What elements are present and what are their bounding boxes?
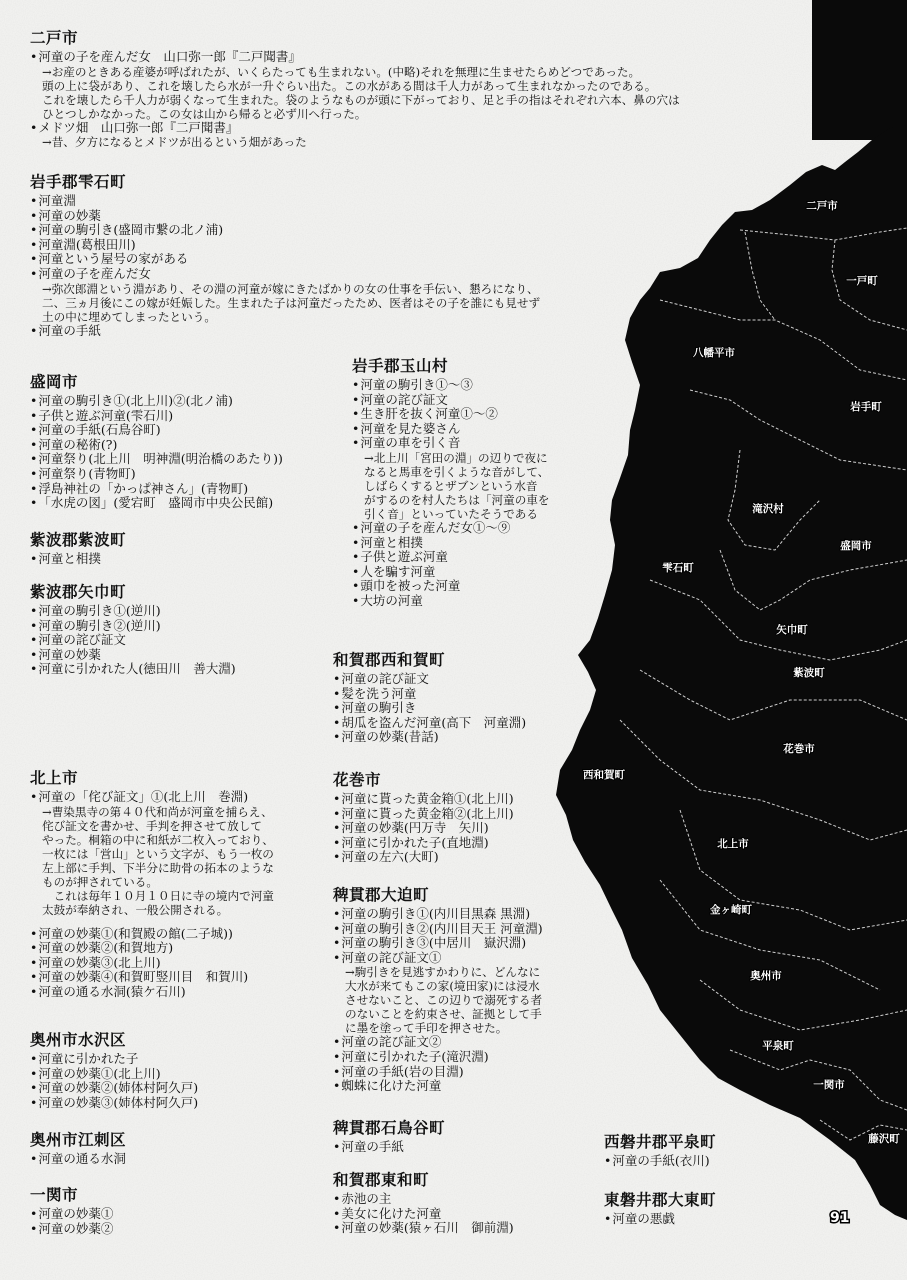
region-title: 岩手郡玉山村: [352, 357, 449, 375]
legend-item: • 河童の駒引き(盛岡市繋の北ノ浦): [30, 223, 540, 238]
legend-item: • 河童の手紙(岩の目淵): [333, 1065, 543, 1080]
legend-item: • 河童の秘術(?): [30, 438, 283, 453]
legend-list: [333, 1140, 445, 1155]
legend-item: • 河童の駒引き①～③: [352, 378, 550, 393]
legend-item: • 浮島神社の「かっぱ神さん」(青物町): [30, 482, 283, 497]
legend-item: • 河童の詫び証文: [333, 672, 526, 687]
note-line: なると馬車を引くような音がして、: [364, 464, 550, 479]
legend-item: • 河童の妙薬②(姉体村阿久戸): [30, 1081, 198, 1096]
region-title: 稗貫郡大迫町: [333, 886, 430, 904]
legend-list: [30, 552, 126, 567]
map-label: 西和賀町: [583, 769, 625, 781]
legend-list: [604, 1212, 716, 1227]
region-section: [30, 530, 126, 567]
legend-item: • 河童の妙薬(昔話): [333, 730, 526, 745]
region-section: [333, 1170, 514, 1236]
legend-item: • 河童に引かれた子: [30, 1052, 198, 1067]
legend-list: [30, 790, 274, 1000]
region-title: 和賀郡西和賀町: [333, 651, 446, 669]
region-section: [333, 650, 526, 745]
legend-note: [42, 65, 680, 121]
legend-list: [30, 194, 540, 338]
note-line: 頭の上に袋があり、これを壊したら水が一升ぐらい出た。この水がある間は千人力があって生まれなかったのである。: [42, 78, 657, 93]
region-section: [333, 885, 543, 1094]
legend-item: • 河童の妙薬④(和賀町竪川目 和賀川): [30, 970, 274, 985]
legend-item: • 河童の子を産んだ女①～⑨: [352, 521, 550, 536]
legend-item: • 河童の駒引き②(逆川): [30, 619, 236, 634]
region-title: 盛岡市: [30, 373, 79, 391]
legend-item: • 河童の車を引く音: [352, 436, 550, 451]
legend-item: • 河童の手紙: [30, 324, 540, 339]
legend-list: [30, 1152, 126, 1167]
legend-list: [352, 378, 550, 609]
region-title: 紫波郡紫波町: [30, 531, 127, 549]
legend-note: [42, 135, 680, 149]
legend-item: • 河童に引かれた子(直地淵): [333, 836, 514, 851]
legend-item: • 大坊の河童: [352, 594, 550, 609]
legend-item: • 河童の左六(大町): [333, 850, 514, 865]
note-line: 引く音」といっていたそうである: [364, 506, 538, 521]
note-line: がするのを村人たちは「河童の車を: [364, 492, 550, 507]
map-label: 一戸町: [846, 275, 878, 287]
legend-item: • 河童の妙薬③(姉体村阿久戸): [30, 1096, 198, 1111]
legend-item: • 河童の手紙: [333, 1140, 445, 1155]
legend-item: • 河童の妙薬②: [30, 1222, 113, 1237]
legend-item: • 河童の妙薬(猿ヶ石川 御前淵): [333, 1221, 514, 1236]
legend-item: • 頭巾を被った河童: [352, 579, 550, 594]
legend-item: • 「水虎の図」(愛宕町 盛岡市中央公民館): [30, 496, 283, 511]
legend-list: [30, 1207, 113, 1236]
legend-item: • 河童の悪戯: [604, 1212, 716, 1227]
legend-list: [30, 604, 236, 677]
legend-list: [333, 1192, 514, 1236]
note-line: ものが押されている。: [42, 874, 158, 889]
legend-list: [30, 1052, 198, 1110]
map-label: 紫波町: [793, 667, 825, 679]
map-label: 八幡平市: [693, 347, 735, 359]
legend-item: • 河童の「侘び証文」①(北上川 巻淵): [30, 790, 274, 805]
legend-item: • 河童の妙薬②(和賀地方): [30, 941, 274, 956]
legend-item: • 河童の詫び証文: [30, 633, 236, 648]
map-label: 平泉町: [762, 1040, 794, 1052]
note-line: に墨を塗って手印を押させた。: [345, 1021, 508, 1036]
region-section: [604, 1190, 716, 1227]
legend-item: • 河童の子を産んだ女 山口弥一郎『二戸聞書』: [30, 50, 680, 65]
region-title: 二戸市: [30, 29, 79, 47]
region-section: [333, 1118, 445, 1155]
legend-list: [30, 50, 680, 149]
legend-item: • 河童の詫び証文①: [333, 951, 543, 966]
region-title: 和賀郡東和町: [333, 1171, 430, 1189]
legend-item: • 河童の駒引き①(北上川)②(北ノ浦): [30, 394, 283, 409]
note-line: →北上川「宮田の淵」の辺りで夜に: [364, 450, 548, 465]
legend-item: • 河童の妙薬①: [30, 1207, 113, 1222]
region-section: [30, 28, 680, 149]
legend-item: • 河童の手紙(衣川): [604, 1154, 716, 1169]
legend-item: • 河童に貰った黄金箱①(北上川): [333, 792, 514, 807]
map-label: 二戸市: [806, 200, 838, 212]
legend-item: • 河童に引かれた子(滝沢淵): [333, 1050, 543, 1065]
note-line: 左上部に手判、下半分に助骨の拓本のような: [42, 860, 274, 875]
legend-item: • 河童と相撲: [30, 552, 126, 567]
legend-item: • 河童の駒引き①(逆川): [30, 604, 236, 619]
region-section: [30, 372, 283, 511]
note-line: →弥次郎淵という淵があり、その淵の河童が嫁にきたばかりの女の仕事を手伝い、懇ろになり、: [42, 281, 539, 296]
region-title: 紫波郡矢巾町: [30, 583, 127, 601]
page-number: 91: [830, 1210, 850, 1226]
note-line: させないこと、この辺りで溺死する者: [345, 993, 543, 1008]
region-section: [30, 1030, 198, 1110]
map-label: 岩手町: [850, 401, 882, 413]
legend-list: [30, 394, 283, 511]
note-line: →お産のときある産婆が呼ばれたが、いくらたっても生まれない。(中略)それを無理に生ませたらめどつであった。: [42, 64, 641, 79]
legend-item: • 胡瓜を盗んだ河童(高下 河童淵): [333, 716, 526, 731]
legend-item: • 髪を洗う河童: [333, 687, 526, 702]
note-line: やった。桐箱の中に和紙が二枚入っており、: [42, 832, 274, 847]
map-label: 花巻市: [783, 743, 815, 755]
region-section: [333, 770, 514, 865]
legend-list: [333, 792, 514, 865]
legend-item: • 河童の駒引き: [333, 701, 526, 716]
legend-item: • 河童に貰った黄金箱②(北上川): [333, 807, 514, 822]
region-section: [352, 356, 550, 609]
legend-item: • 河童の妙薬(円万寺 矢川): [333, 821, 514, 836]
legend-list: [604, 1154, 716, 1169]
legend-note: [42, 805, 274, 917]
region-title: 花巻市: [333, 771, 382, 789]
legend-item: • 河童の通る水洞: [30, 1152, 126, 1167]
note-line: ひとつしかなかった。この女は山から帰ると必ず川へ行った。: [42, 106, 367, 121]
legend-item: • 河童の妙薬③(北上川): [30, 956, 274, 971]
legend-list: [333, 907, 543, 1094]
map-label: 滝沢村: [752, 503, 784, 515]
legend-item: • 河童淵(葛根田川): [30, 238, 540, 253]
legend-item: • 子供と遊ぶ河童: [352, 550, 550, 565]
legend-item: • 河童の妙薬①(北上川): [30, 1067, 198, 1082]
legend-item: • 河童の詫び証文: [352, 393, 550, 408]
legend-item: • 美女に化けた河童: [333, 1207, 514, 1222]
legend-item: • 河童という屋号の家がある: [30, 252, 540, 267]
region-section: [30, 582, 236, 677]
note-line: →昔、夕方になるとメドツが出るという畑があった: [42, 135, 307, 150]
region-section: [30, 172, 540, 338]
legend-item: • 河童の子を産んだ女: [30, 267, 540, 282]
legend-item: • 河童に引かれた人(徳田川 善大淵): [30, 662, 236, 677]
note-line: 一枚には「営山」という文字が、もう一枚の: [42, 846, 274, 861]
legend-item: • 河童の駒引き②(内川目天王 河童淵): [333, 922, 543, 937]
region-title: 北上市: [30, 769, 79, 787]
legend-note: [345, 965, 543, 1035]
note-line: しばらくするとザブンという水音: [364, 478, 538, 493]
map-label: 矢巾町: [776, 624, 808, 636]
note-line: これを壊したら千人力が弱くなって生まれた。袋のようなものが頭に下がっており、足と手の指はそれぞれ六本、鼻の穴は: [42, 92, 680, 107]
region-section: [30, 768, 274, 1000]
legend-item: • 河童淵: [30, 194, 540, 209]
region-section: [30, 1185, 113, 1236]
region-title: 岩手郡雫石町: [30, 173, 127, 191]
map-label: 盛岡市: [840, 540, 872, 552]
map-label: 奥州市: [750, 970, 782, 982]
region-title: 奥州市水沢区: [30, 1031, 127, 1049]
legend-item: • 河童の妙薬: [30, 209, 540, 224]
note-line: 太鼓が奉納され、一般公開される。: [42, 902, 229, 917]
map-label: 一関市: [813, 1079, 845, 1091]
map-top-band: [812, 0, 907, 140]
note-line: 大水が来てもこの家(境田家)には浸水: [345, 979, 540, 994]
legend-note: [364, 451, 550, 521]
region-title: 稗貫郡石鳥谷町: [333, 1119, 446, 1137]
map-label: 雫石町: [662, 562, 694, 574]
region-title: 一関市: [30, 1186, 79, 1204]
map-label: 北上市: [717, 838, 749, 850]
note-line: 侘び証文を書かせ、手判を押させて放して: [42, 818, 262, 833]
note-line: →駒引きを見逃すかわりに、どんなに: [345, 965, 541, 980]
legend-item: • メドツ畑 山口弥一郎『二戸聞書』: [30, 121, 680, 136]
map-label: 藤沢町: [868, 1133, 900, 1145]
map-landmass: [556, 125, 907, 1220]
legend-item: • 河童の妙薬: [30, 648, 236, 663]
legend-item: • 河童の妙薬①(和賀殿の館(二子城)): [30, 927, 274, 942]
legend-item: • 河童を見た婆さん: [352, 422, 550, 437]
note-line: これは毎年１０月１０日に寺の境内で河童: [42, 888, 274, 903]
legend-item: • 河童の駒引き①(内川目黒森 黒淵): [333, 907, 543, 922]
legend-item: • 蜘蛛に化けた河童: [333, 1079, 543, 1094]
legend-item: • 河童の駒引き③(中居川 嶽沢淵): [333, 936, 543, 951]
legend-item: • 人を騙す河童: [352, 565, 550, 580]
legend-note: [42, 282, 540, 324]
region-title: 西磐井郡平泉町: [604, 1133, 717, 1151]
legend-item: • 河童と相撲: [352, 536, 550, 551]
region-section: [30, 1130, 126, 1167]
legend-list: [333, 672, 526, 745]
note-line: →曹染黒寺の第４０代和尚が河童を捕らえ、: [42, 804, 273, 819]
map-label: 金ヶ崎町: [710, 904, 752, 916]
legend-item: • 河童の通る水洞(猿ケ石川): [30, 985, 274, 1000]
region-title: 東磐井郡大東町: [604, 1191, 717, 1209]
note-line: のないことを約束させ、証拠として手: [345, 1007, 542, 1022]
legend-item: • 河童の手紙(石鳥谷町): [30, 423, 283, 438]
note-line: 土の中に埋めてしまったという。: [42, 309, 216, 324]
note-line: 二、三ヵ月後にこの嫁が妊娠した。生まれた子は河童だったため、医者はその子を誰にも見せず: [42, 295, 541, 310]
legend-item: • 赤池の主: [333, 1192, 514, 1207]
region-section: [604, 1132, 716, 1169]
legend-item: • 生き肝を抜く河童①～②: [352, 407, 550, 422]
region-title: 奥州市江刺区: [30, 1131, 127, 1149]
legend-item: • 河童祭り(青物町): [30, 467, 283, 482]
legend-item: • 河童の詫び証文②: [333, 1035, 543, 1050]
legend-item: • 子供と遊ぶ河童(雫石川): [30, 409, 283, 424]
legend-item: • 河童祭り(北上川 明神淵(明治橋のあたり)): [30, 452, 283, 467]
